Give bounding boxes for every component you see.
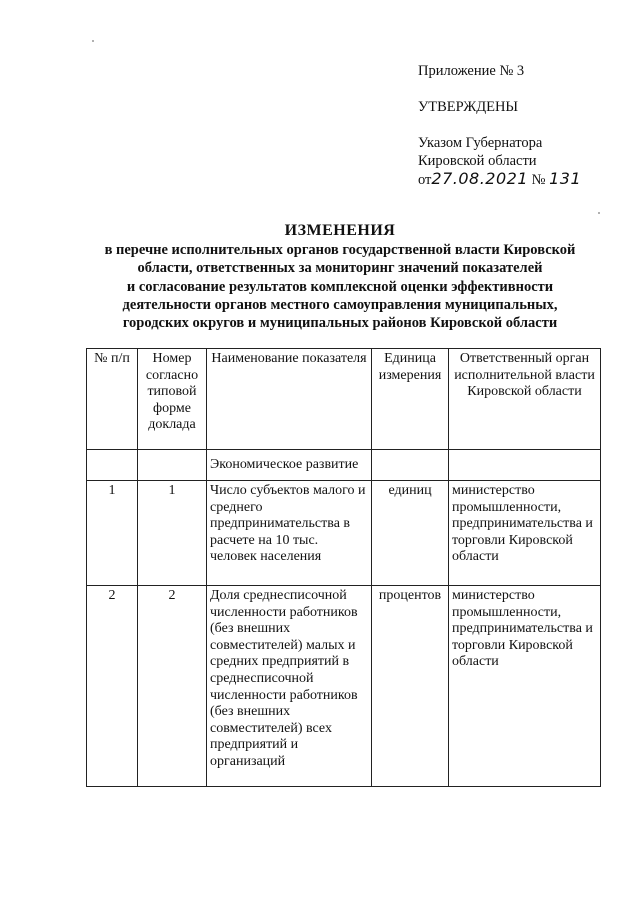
header-unit: Единица измерения — [372, 349, 449, 450]
row-form-num: 1 — [138, 481, 207, 586]
handwritten-number: 131 — [549, 169, 582, 188]
title-main: ИЗМЕНЕНИЯ — [284, 222, 396, 239]
title-line: городских округов и муниципальных районов Кировской области — [122, 315, 558, 332]
appendix-number: Приложение № 3 — [418, 63, 525, 79]
header-responsible: Ответственный орган исполнительной власти Кировской области — [449, 349, 601, 450]
title-line: области, ответственных за мониторинг значений показателей — [137, 260, 543, 277]
header-indicator: Наименование показателя — [207, 349, 372, 450]
table-header-row — [87, 349, 601, 450]
scan-speck — [598, 212, 600, 214]
table-row — [87, 586, 601, 787]
table-row — [87, 481, 601, 586]
indicators-table — [86, 348, 601, 787]
row-indicator: Число субъектов малого и среднего предпринимательства в расчете на 10 тыс. человек населения — [207, 481, 372, 586]
title-line: и согласование результатов комплексной оценки эффективности — [126, 278, 554, 295]
decree-line-2: Кировской области — [418, 153, 537, 169]
row-num: 1 — [87, 481, 138, 586]
title-line: в перечне исполнительных органов государственной власти Кировской — [104, 242, 576, 258]
row-unit: процентов — [372, 586, 449, 787]
section-row — [87, 450, 601, 481]
row-responsible: министерство промышленности, предпринимательства и торговли Кировской области — [449, 586, 601, 787]
header-form-num: Номер согласно типовой форме доклада — [138, 349, 207, 450]
row-num: 2 — [87, 586, 138, 787]
number-prefix: № — [531, 172, 546, 188]
title-line: деятельности органов местного самоуправления муниципальных, — [122, 296, 558, 313]
header-num: № п/п — [87, 349, 138, 450]
row-form-num: 2 — [138, 586, 207, 787]
section-title: Экономическое развитие — [207, 450, 372, 481]
decree-date-line — [418, 170, 628, 189]
scan-speck — [92, 40, 94, 42]
handwritten-date: 27.08.2021 — [431, 169, 529, 188]
row-responsible: министерство промышленности, предпринимательства и торговли Кировской области — [449, 481, 601, 586]
date-prefix: от — [418, 172, 432, 188]
approved-label: УТВЕРЖДЕНЫ — [418, 99, 519, 115]
row-unit: единиц — [372, 481, 449, 586]
document-title — [70, 221, 610, 332]
approval-block — [418, 62, 628, 189]
decree-line-1: Указом Губернатора — [418, 135, 543, 151]
row-indicator: Доля среднесписочной численности работников (без внешних совместителей) малых и средних предприятий в среднесписочной численности работников (без внешних совместителей) всех предприятий и организаций — [207, 586, 372, 787]
